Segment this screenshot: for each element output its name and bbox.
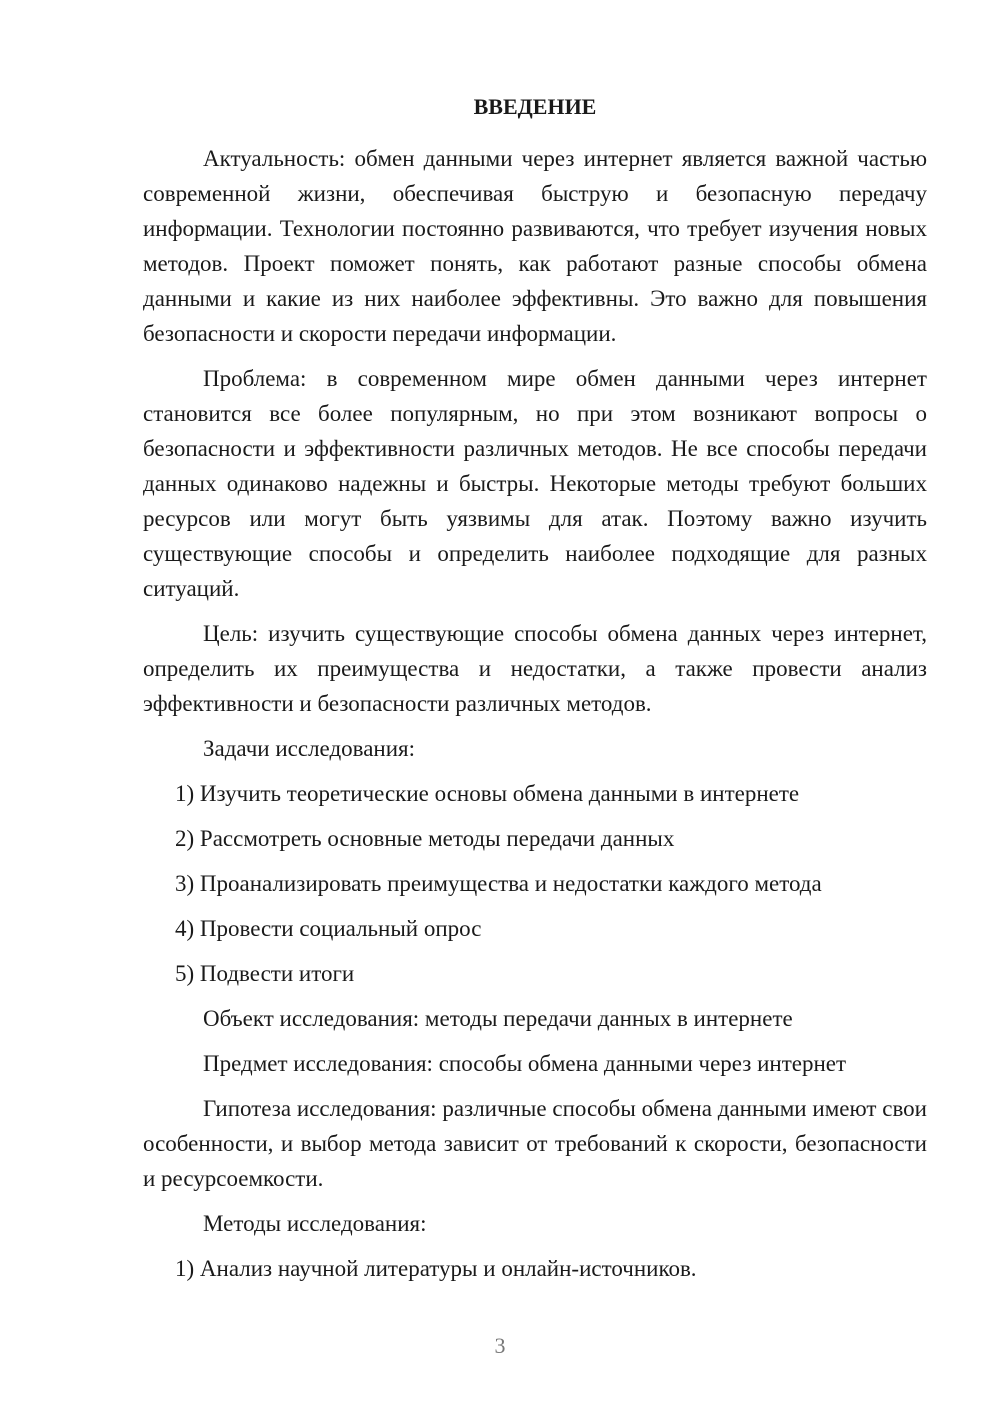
tasks-heading: Задачи исследования:: [203, 736, 416, 761]
goal-paragraph: Цель: изучить существующие способы обмена данных через интернет, определить их преимущества и недостатки, а также провести анализ эффективности и безопасности различных методов.: [143, 621, 927, 716]
section-title: ВВЕДЕНИЕ: [473, 94, 597, 119]
task-item-5: 5) Подвести итоги: [175, 961, 355, 986]
hypothesis-paragraph: Гипотеза исследования: различные способы обмена данными имеют свои особенности, и выбор метода зависит от требований к скорости, безопасности и ресурсоемкости.: [143, 1096, 927, 1191]
problem-paragraph: Проблема: в современном мире обмен данными через интернет становится все более популярным, но при этом возникают вопросы о безопасности и эффективности различных методов. Не все способы передачи данных одинаково надежны и быстры. Некоторые методы требуют больших ресурсов или могут быть уязвимы для атак. Поэтому важно изучить существующие способы и определить наиболее подходящие для разных ситуаций.: [143, 366, 927, 601]
method-item-1: 1) Анализ научной литературы и онлайн-источников.: [175, 1256, 697, 1281]
page-number: 3: [494, 1333, 506, 1358]
methods-heading: Методы исследования:: [203, 1211, 427, 1236]
task-item-1: 1) Изучить теоретические основы обмена данными в интернете: [175, 781, 800, 806]
relevance-paragraph: Актуальность: обмен данными через интернет является важной частью современной жизни, обеспечивая быструю и безопасную передачу информации. Технологии постоянно развиваются, что требует изучения новых методов. Проект поможет понять, как работают разные способы обмена данными и какие из них наиболее эффективны. Это важно для повышения безопасности и скорости передачи информации.: [143, 146, 927, 346]
research-subject: Предмет исследования: способы обмена данными через интернет: [203, 1051, 847, 1076]
task-item-4: 4) Провести социальный опрос: [175, 916, 482, 941]
task-item-2: 2) Рассмотреть основные методы передачи данных: [175, 826, 675, 851]
research-object: Объект исследования: методы передачи данных в интернете: [203, 1006, 793, 1031]
task-item-3: 3) Проанализировать преимущества и недостатки каждого метода: [175, 871, 822, 896]
document-page: [143, 92, 927, 1296]
